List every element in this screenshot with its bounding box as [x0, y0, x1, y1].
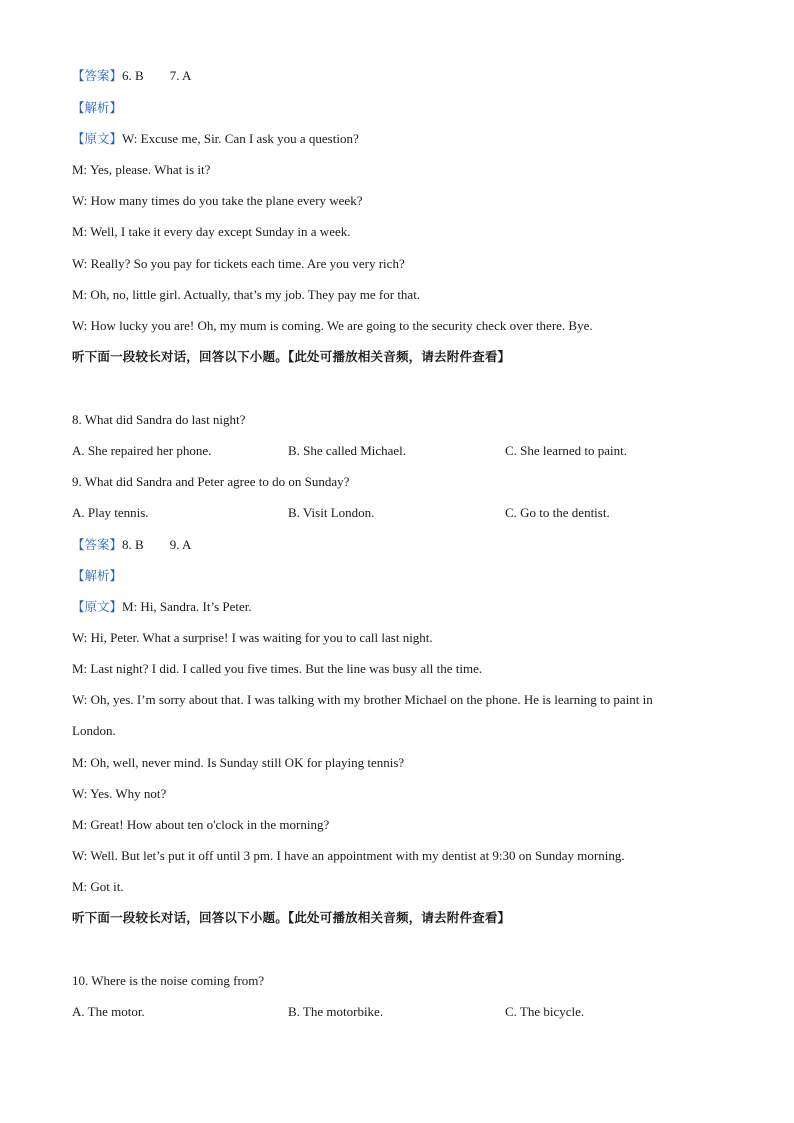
- q9-option-a: A. Play tennis.: [72, 505, 149, 520]
- original-tag: 【原文】: [72, 131, 123, 146]
- dialogue-line: M: Well, I take it every day except Sunday in a week.: [72, 224, 351, 239]
- dialogue-line: W: Yes. Why not?: [72, 786, 167, 801]
- analysis-heading-2: [72, 568, 122, 584]
- answer-text: 6. B: [122, 68, 144, 83]
- analysis-heading-1: [72, 100, 122, 116]
- dialogue-line: W: Really? So you pay for tickets each time. Are you very rich?: [72, 256, 405, 271]
- dialogue-line: M: Oh, no, little girl. Actually, that’s my job. They pay me for that.: [72, 287, 421, 302]
- dialogue-line: M: Got it.: [72, 879, 124, 894]
- dialogue-line: London.: [72, 723, 116, 738]
- answer-text-2: 9. A: [169, 537, 192, 552]
- q8-option-c: C. She learned to paint.: [505, 443, 628, 458]
- dialogue-line: W: How lucky you are! Oh, my mum is coming. We are going to the security check over there. Bye.: [72, 318, 593, 333]
- answer-line-2: [72, 537, 191, 553]
- dialogue-text: M: Hi, Sandra. It’s Peter.: [122, 599, 252, 614]
- question-10: 10. Where is the noise coming from?: [72, 973, 265, 988]
- q9-option-c: C. Go to the dentist.: [505, 505, 610, 520]
- q9-option-b: B. Visit London.: [288, 505, 375, 520]
- q10-option-b: B. The motorbike.: [288, 1004, 384, 1019]
- dialogue-line: W: Well. But let’s put it off until 3 pm. I have an appointment with my dentist at 9:30 on Sunday morning.: [72, 848, 625, 863]
- listening-instruction: 听下面一段较长对话，回答以下小题。【此处可播放相关音频，请去附件查看】: [72, 910, 511, 925]
- dialogue-line: [72, 599, 252, 615]
- original-tag: 【原文】: [72, 599, 123, 614]
- dialogue-line: W: Hi, Peter. What a surprise! I was waiting for you to call last night.: [72, 630, 433, 645]
- answer-tag: 【答案】: [72, 537, 123, 552]
- dialogue-line: M: Last night? I did. I called you five times. But the line was busy all the time.: [72, 661, 483, 676]
- answer-tag: 【答案】: [72, 68, 123, 83]
- question-8: 8. What did Sandra do last night?: [72, 412, 246, 427]
- analysis-tag: 【解析】: [72, 568, 123, 583]
- dialogue-line: W: Oh, yes. I’m sorry about that. I was talking with my brother Michael on the phone. He is learning to paint in: [72, 692, 653, 707]
- dialogue-line: W: How many times do you take the plane every week?: [72, 193, 363, 208]
- dialogue-line: M: Oh, well, never mind. Is Sunday still OK for playing tennis?: [72, 755, 405, 770]
- q10-option-a: A. The motor.: [72, 1004, 145, 1019]
- answer-text-2: 7. A: [169, 68, 192, 83]
- answer-line-1: [72, 68, 191, 84]
- q8-option-b: B. She called Michael.: [288, 443, 407, 458]
- question-9: 9. What did Sandra and Peter agree to do on Sunday?: [72, 474, 350, 489]
- q8-option-a: A. She repaired her phone.: [72, 443, 212, 458]
- q10-option-c: C. The bicycle.: [505, 1004, 585, 1019]
- dialogue-line: [72, 131, 359, 147]
- listening-instruction: 听下面一段较长对话，回答以下小题。【此处可播放相关音频，请去附件查看】: [72, 349, 511, 364]
- dialogue-text: W: Excuse me, Sir. Can I ask you a question?: [122, 131, 359, 146]
- dialogue-line: M: Yes, please. What is it?: [72, 162, 211, 177]
- dialogue-line: M: Great! How about ten o'clock in the morning?: [72, 817, 330, 832]
- answer-text: 8. B: [122, 537, 144, 552]
- analysis-tag: 【解析】: [72, 100, 123, 115]
